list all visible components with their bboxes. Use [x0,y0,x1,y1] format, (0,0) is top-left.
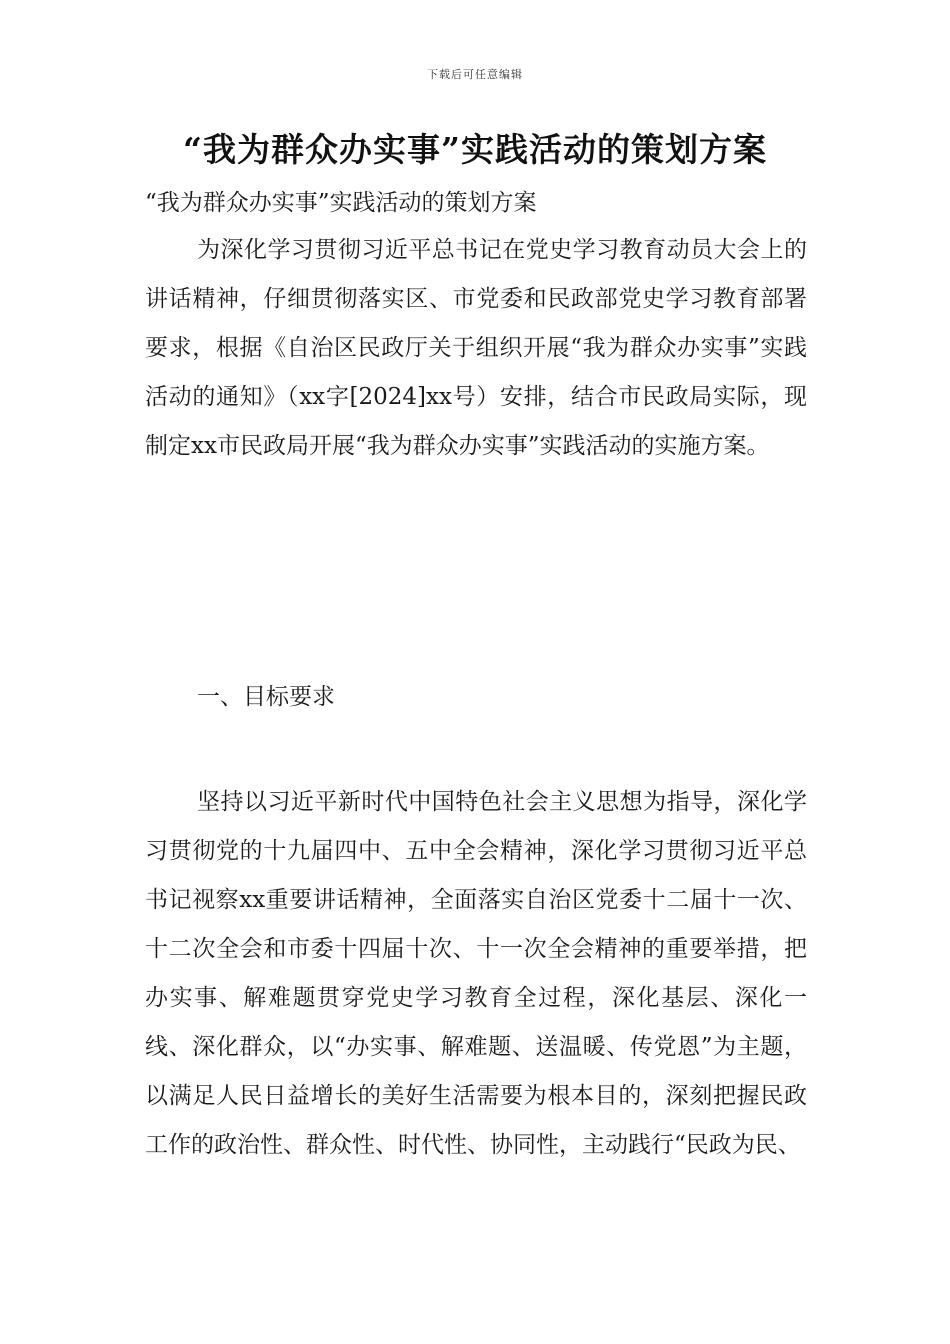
document-title: “我为群众办实事”实践活动的策划方案 [183,130,767,169]
section-heading-goals: 一、目标要求 [197,684,335,710]
section-paragraph-goals: 坚持以习近平新时代中国特色社会主义思想为指导，深化学习贯彻党的十九届四中、五中全会精神，深化学习贯彻习近平总书记视察xx重要讲话精神，全面落实自治区党委十二届十一次、十二次全会和市委十四届十次、十一次全会精神的重要举措，把办实事、解难题贯穿党史学习教育全过程，深化基层、深化一线、深化群众，以“办实事、解难题、送温暖、传党恩”为主题，以满足人民日益增长的美好生活需要为根本目的，深刻把握民政工作的政治性、群众性、时代性、协同性，主动践行“民政为民、 [145,789,807,1158]
header-note: 下载后可任意编辑 [427,68,523,81]
intro-paragraph: 为深化学习贯彻习近平总书记在党史学习教育动员大会上的讲话精神，仔细贯彻落实区、市党委和民政部党史学习教育部署要求，根据《自治区民政厅关于组织开展“我为群众办实事”实践活动的通知》（xx字[2024]xx号）安排，结合市民政局实际，现制定xx市民政局开展“我为群众办实事”实践活动的实施方案。 [145,237,807,459]
document-subtitle: “我为群众办实事”实践活动的策划方案 [145,190,537,216]
